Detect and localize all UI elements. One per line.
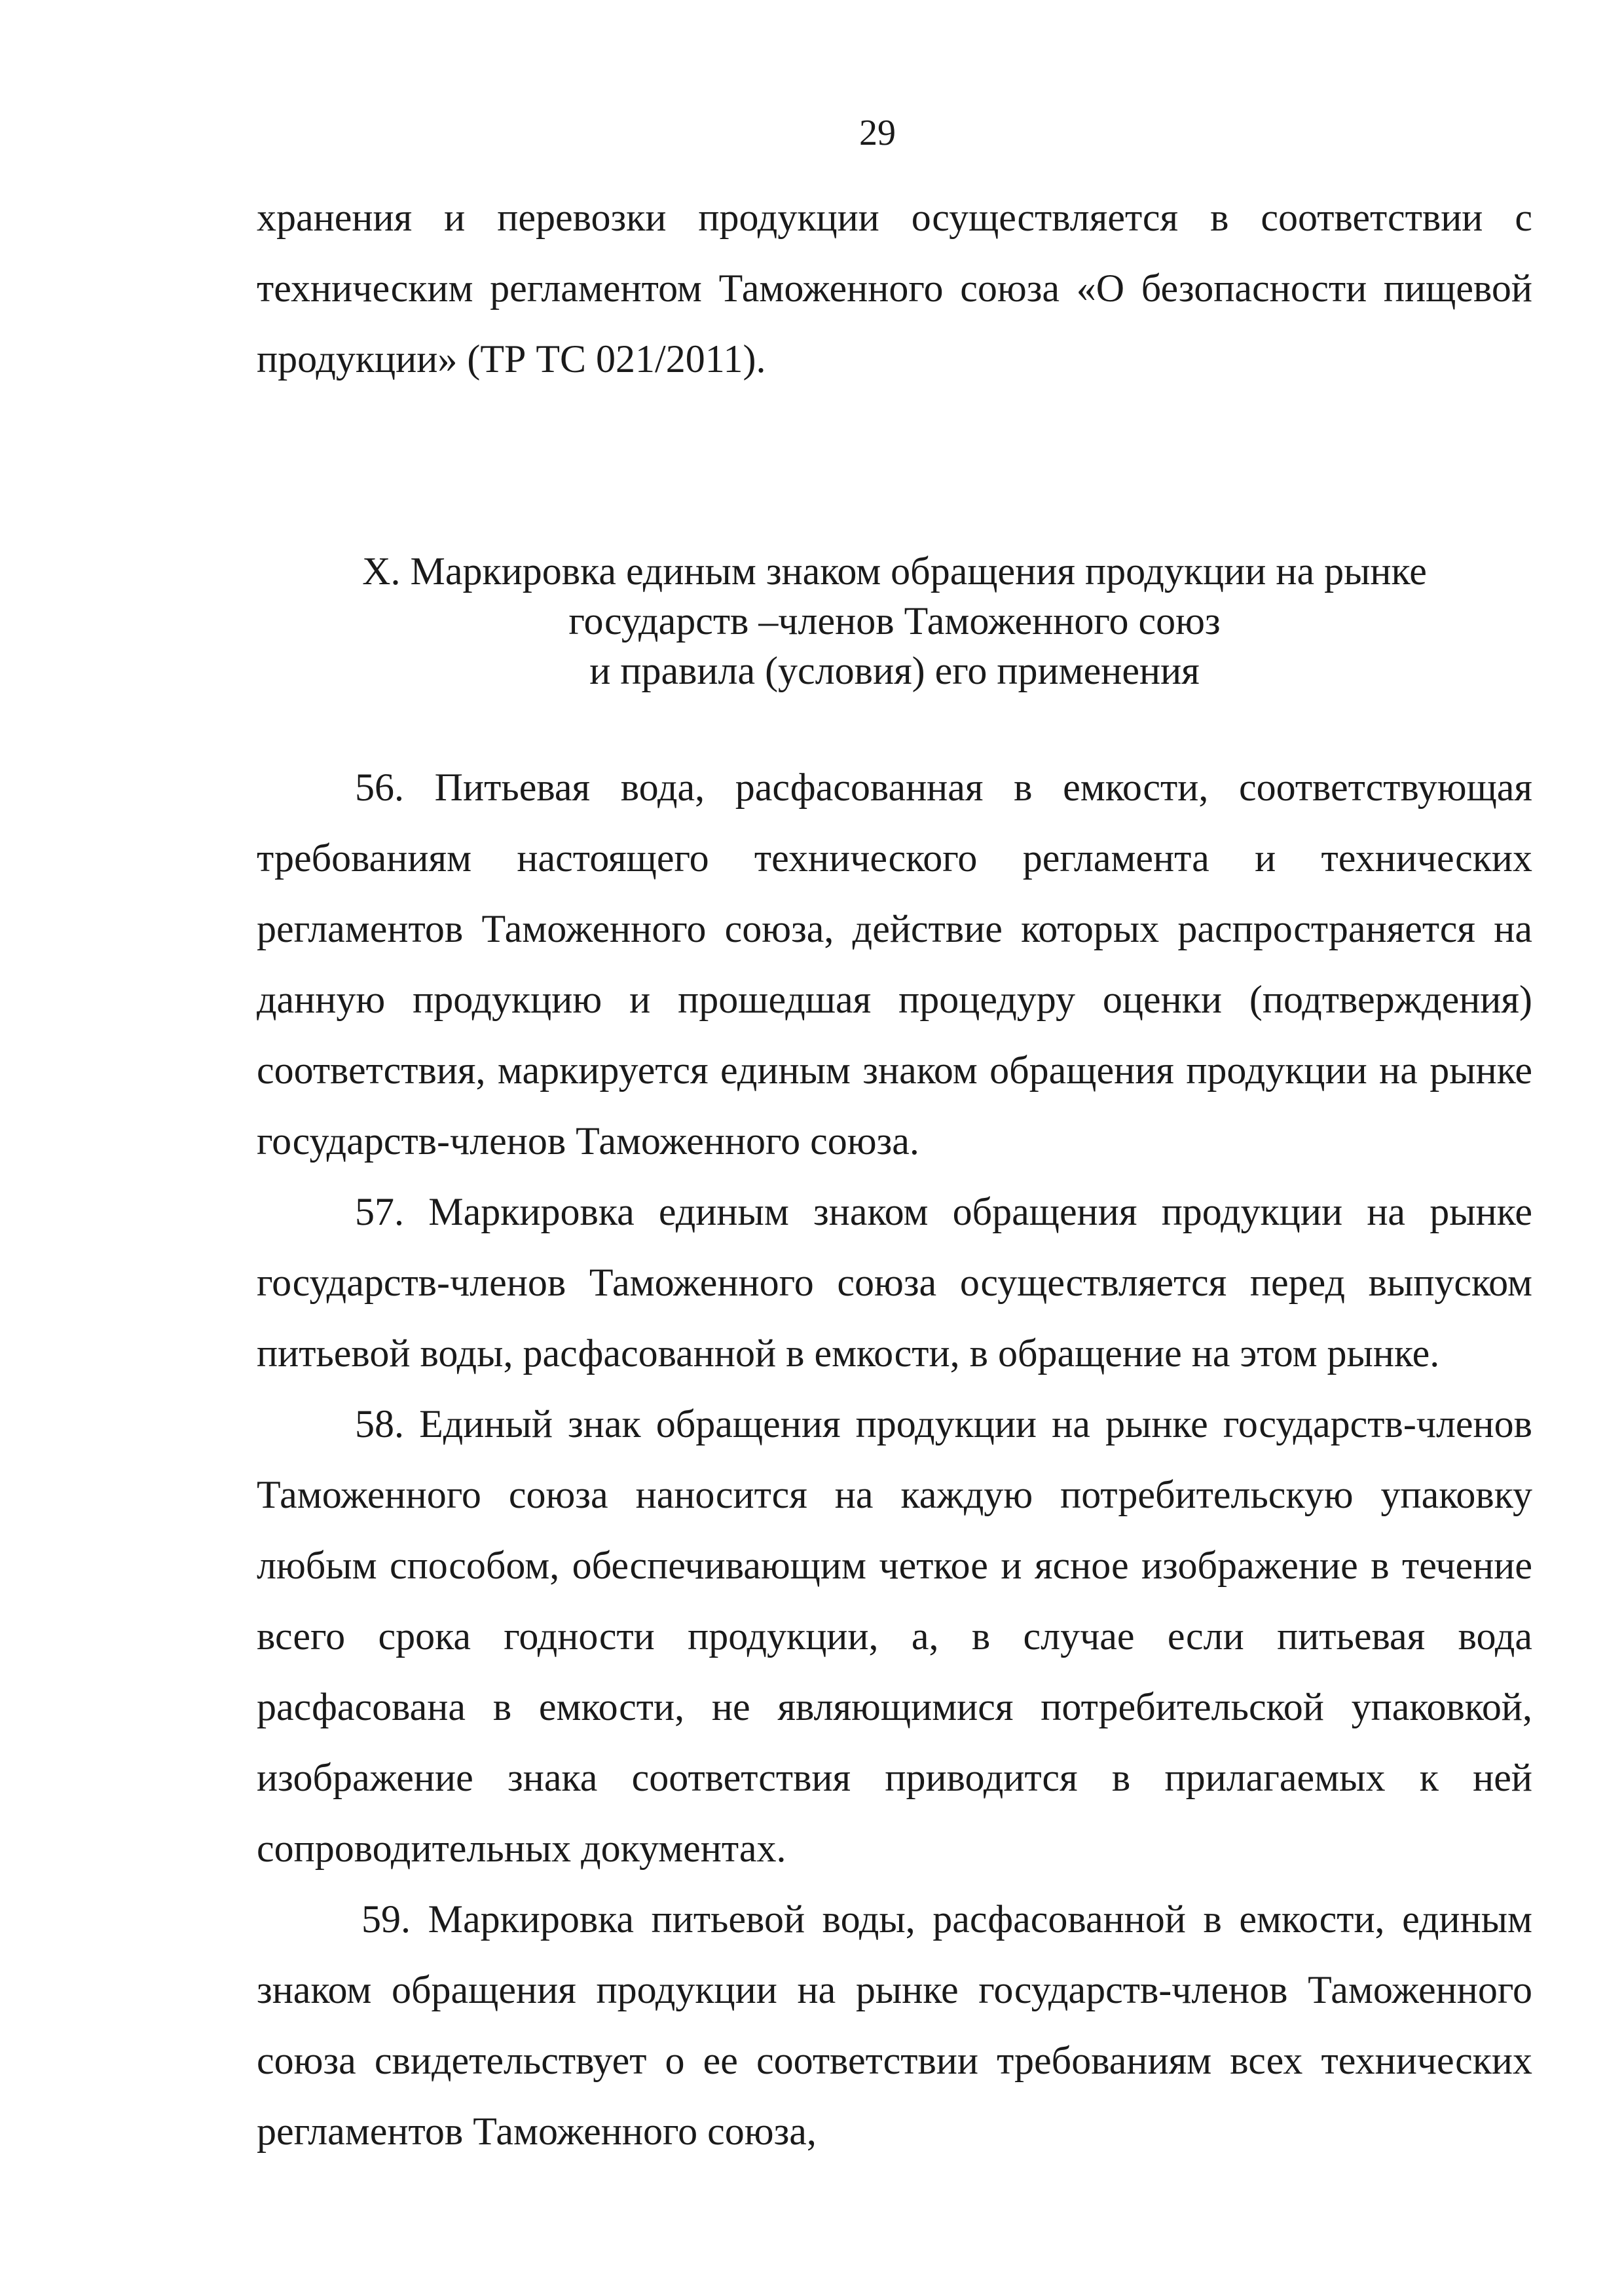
paragraph-text: Маркировка питьевой воды, расфасованной в емкости, единым знаком обращения продукции на рынке государств-членов Таможенного союза свидетельствует о ее соответствии требованиям всех технических регламентов Таможенного союза, xyxy=(257,1897,1532,2153)
intro-paragraph: хранения и перевозки продукции осуществляется в соответствии с техническим регламентом Таможенного союза «О безопасности пищевой продукции» (ТР ТС 021/2011). xyxy=(257,196,1532,381)
section-heading xyxy=(257,546,1532,696)
paragraph-number: 59. xyxy=(361,1897,411,1941)
section-heading-line-3: и правила (условия) его применения xyxy=(589,649,1200,692)
page-number: 29 xyxy=(859,113,896,153)
paragraph-58 xyxy=(257,1389,1532,1884)
paragraph-56 xyxy=(257,752,1532,1176)
section-heading-line-2: государств –членов Таможенного союз xyxy=(568,599,1221,643)
paragraph-text: Единый знак обращения продукции на рынке государств-членов Таможенного союза наносится на каждую потребительскую упаковку любым способом, обеспечивающим четкое и ясное изображение в течение всего срока годности продукции, а, в случае если питьевая вода расфасована в емкости, не являющимися потребительской упаковкой, изображение знака соответствия приводится в прилагаемых к ней сопроводительных документах. xyxy=(257,1402,1532,1870)
paragraph-57 xyxy=(257,1176,1532,1389)
section-heading-line-1: X. Маркировка единым знаком обращения продукции на рынке xyxy=(362,550,1427,593)
paragraph-number: 56. xyxy=(355,766,404,809)
paragraph-number: 57. xyxy=(355,1190,404,1233)
paragraph-number: 58. xyxy=(355,1402,404,1446)
paragraph-59 xyxy=(257,1884,1532,2167)
paragraph-text: Маркировка единым знаком обращения продукции на рынке государств-членов Таможенного союза осуществляется перед выпуском питьевой воды, расфасованной в емкости, в обращение на этом рынке. xyxy=(257,1190,1533,1375)
paragraph-text: Питьевая вода, расфасованная в емкости, соответствующая требованиям настоящего технического регламента и технических регламентов Таможенного союза, действие которых распространяется на данную продукцию и прошедшая процедуру оценки (подтверждения) соответствия, маркируется единым знаком обращения продукции на рынке государств-членов Таможенного союза. xyxy=(257,766,1532,1163)
